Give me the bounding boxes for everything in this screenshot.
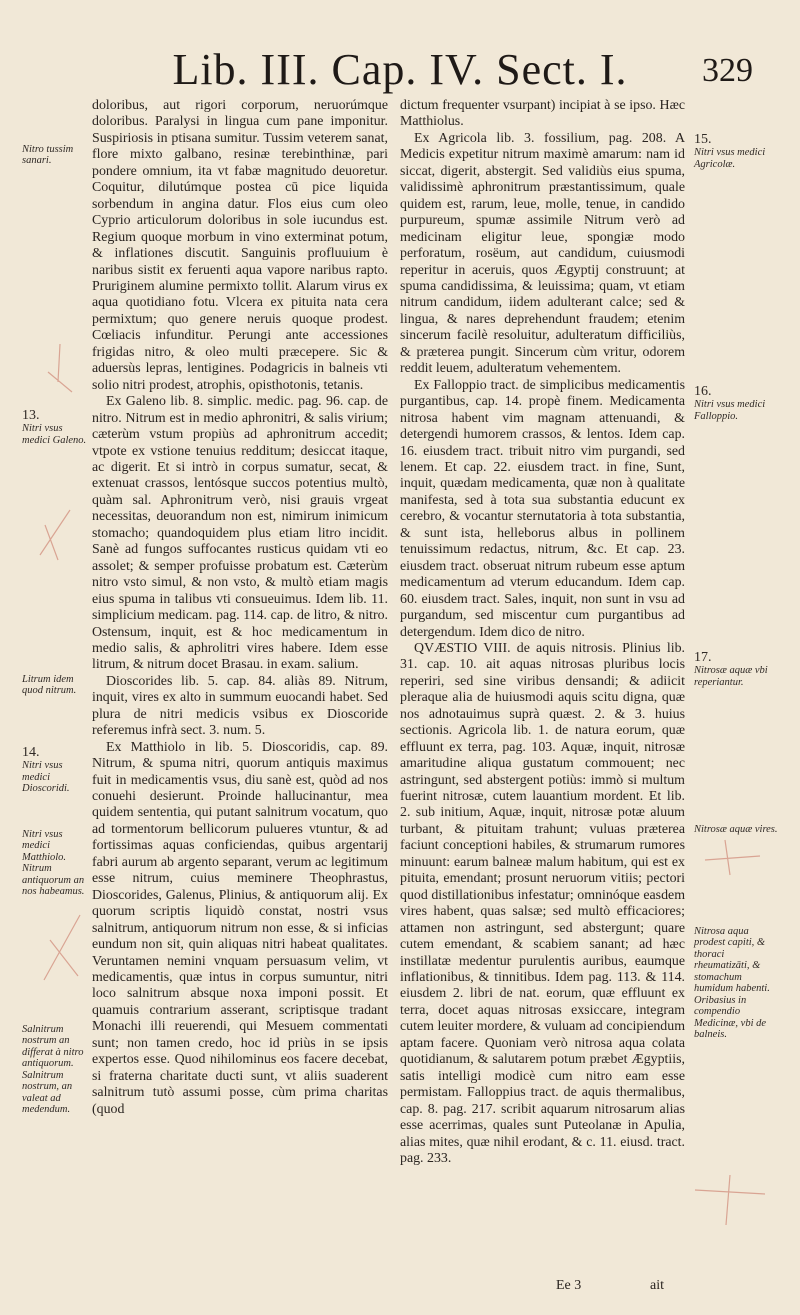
pen-stroke-mark <box>690 1170 770 1230</box>
pen-stroke-mark <box>30 505 80 565</box>
margin-note: Nitro tussim sanari. <box>22 143 74 166</box>
paragraph: Ex Galeno lib. 8. simplic. medic. pag. 96. cap. de nitro. Nitrum est in medio aphronitri, & salis virium; cæterùm vstum propiùs ad aphronitrum accedit; vtpote ex vstione tenuius redditum; desiccat itaque, ac digerit. Et si intrò in corpus sumatur, secat, & extenuat crassos, lentósque succos potentius multò, quàm sal. Aphronitrum verò, nisi grauis vrgeat necessitas, deuorandum non est, nimirum inimicum stomacho; quandoquidem plus etiam litro incidit. Sanè ad fungos suffocantes rusticus quidam vti eo assolet; & semper profuisse probatum est. Cæterùm nitro vsto simul, & non vsto, & multò etiam magis eius spuma in talibus vti consueuimus. Idem lib. 11. simplicium medicam. pag. 114. cap. de litro, & nitro. Ostensum, inquit, est & hoc medicamentum in medio salis, & aphrolitri vires habere. Idem esse litrum, & nitrum docet Brasau. in exam. salium. <box>92 394 388 673</box>
margin-note: 15. Nitri vsus medici Agricolæ. <box>694 131 766 170</box>
margin-note: Nitrosa aqua prodest capiti, & thoraci rheumatizāti, & stomachum humidum habenti. Oribasius in compendio Medicinæ, vbi de balneis. <box>694 925 770 1040</box>
catchword: ait <box>650 1278 664 1293</box>
margin-note: 14. Nitri vsus medici Dioscoridi. <box>22 744 70 794</box>
margin-note: Litrum idem quod nitrum. <box>22 673 77 696</box>
paragraph: dictum frequenter vsurpant) incipiat à se ipso. Hæc Matthiolus. <box>400 98 685 130</box>
margin-note: Nitri vsus medici Matthiolo. Nitrum antiquorum an nos habeamus. <box>22 828 85 897</box>
paragraph: Ex Matthiolo in lib. 5. Dioscoridis, cap. 89. Nitrum, & spuma nitri, quorum antiquis maximus fuit in medicamentis vsus, diu sanè est, quòd ad nos conuehi desierunt. Proinde hallucinantur, mea quidem sententia, qui putant salnitrum vocatum, quo ad tormentorum bellicorum pulueres vtuntur, & ad fortissimas aquas conficiendas, quibus argentarij fabri aurum ab argento separant, verum ac legitimum esse nitrum, cuius meminere Theophrastus, Dioscorides, Galenus, Plinius, & antiquorum alij. Ex quorum scriptis liquidò constat, nostri vsus salnitrum, antiquorum nitrum non esse, & si inficias eundum non sit, quin aliquas nitri habeat qualitates. Veruntamen nemini vnquam persuasum velim, vt medicamentis, quæ intus in corpus sumuntur, nitri loco salnitrum absque noxa imponi possit. Et quamuis contrarium asserant, scriptisque tradant Monachi illi reuerendi, qui Mesuem commentati sunt; non tamen credo, hoc id priùs in se ipsis expertos esse. Quod nihilominus eos facere decebat, si fraterna charitate ducti sunt, vt aliis suaderent salnitrum tutò assumi posse, cùm prima charitas (quod <box>92 739 388 1117</box>
margin-note: Nitrosæ aquæ vires. <box>694 823 778 835</box>
running-head: Lib. III. Cap. IV. Sect. I. <box>172 45 628 94</box>
left-column <box>92 98 388 1268</box>
margin-note: 13. Nitri vsus medici Galeno. <box>22 407 87 446</box>
paragraph: Ex Agricola lib. 3. fossilium, pag. 208. A Medicis expetitur nitrum maximè amarum: nam id siccat, digerit, abstergit. Sed validiùs eius spuma, validissimè aphronitrum præstantissimum, quale quidem est, rarum, leue, molle, tenue, in candido purpureum, spumæ assimile Nitrum verò ad medicinam eligitur leue, spongiæ modo perforatum, rosëum, aut candidum, cuiusmodi reperitur in aceruis, quos Ægyptij construunt; at spuma candidissima, & leuissima; quam, vt etiam nitrum candidum, iidem adulterant calce; sed & lingua, & nares deprehendunt fraudem; etenim sincerum facilè resoluitur, adulteratum difficiliùs, & præterea pungit. Sincerum cùm vritur, odorem reddit leuem, adulteratum vehementem. <box>400 130 685 377</box>
right-column <box>400 98 685 1268</box>
margin-note: 16. Nitri vsus medici Falloppio. <box>694 383 766 422</box>
signature-mark: Ee 3 <box>556 1278 582 1293</box>
paragraph: Dioscorides lib. 5. cap. 84. aliàs 89. Nitrum, inquit, vires ex alto in summum euocandi habet. Sed plura de nitri medicis vsibus ex Dioscoride referemus infrà sect. 3. num. 5. <box>92 673 388 739</box>
paragraph: doloribus, aut rigori corporum, neruorúmque doloribus. Paralysi in lingua cum pane imponitur. Suspiriosis in ptisana sumitur. Tussim veterem sanat, flore mixto galbano, resinæ terebinthinæ, pari pondere omnium, ita vt fabæ magnitudo deuoretur. Coquitur, dilutúmque postea cū pice liquida sorbendum in angina datur. Flos eius cum oleo Cyprio articulorum doloribus in sole iucundus est. Regium quoque morbum in vino exterminat potum, & inflationes discutit. Sanguinis profluuium è naribus sistit ex feruenti aqua vapore naribus rapto. Pruriginem alumine permixto tollit. Alarum virus ex aqua quotidiano fotu. Vlcera ex pituita nata cera permixtum; quo genere neruis quoque prodest. Cœliacis infunditur. Perungi ante accessiones frigidas nitro, & oleo multi præcepere. Sic & aduersùs lepras, lentigines. Podagricis in balneis vti solio nitri prodest, atrophis, opisthotonis, tetanis. <box>92 98 388 393</box>
margin-note: 17. Nitrosæ aquæ vbi reperiantur. <box>694 649 768 688</box>
margin-note: Salnitrum nostrum an differat à nitro antiquorum. Salnitrum nostrum, an valeat ad medendum. <box>22 1023 84 1115</box>
pen-stroke-mark <box>700 830 770 880</box>
page-number: 329 <box>702 52 753 89</box>
pen-stroke-mark <box>30 910 90 990</box>
paragraph: QVÆSTIO VIII. de aquis nitrosis. Plinius lib. 31. cap. 10. ait aquas nitrosas pluribus locis reperiri, sed sine viribus densandi; & adiicit pleraque alia de huiusmodi aquis scitu digna, quæ nos adnotauimus suprà quæst. 2. & 3. huius sectionis. Agricola lib. 1. de natura eorum, quæ effluunt ex terra, pag. 103. Aquæ, inquit, nitrosæ amaritudine aliqua gustatum commouent; nec astringunt, sed abstergent potiùs: immò si multum fuerint nitrosæ, cutem lauantium mordent. Et lib. 2. sub initium, Aquæ, inquit, nitrosæ potæ aluum turbant, & pituitam trahunt; vuluas præterea faciunt conceptioni habiles, & strumarum rumores minuunt: earum balneæ malum habitum, qui est ex pituita, emendant; prosunt neruorum vitiis; pectori quod distillationibus infestatur; omninóque easdem vires habent, quas salsæ; sed multò efficaciores; attamen non astringunt, sed abstergunt; quare cutem emendant, & scabiem sanant; ad hæc instillatæ medentur purulentis auribus, eaumque inflationibus, & tinnitibus. Idem pag. 113. & 114. eiusdem 2. libri de nat. eorum, quæ effluunt ex terra, docet aquas nitrosas exsiccare, integram cutem leuiter mordere, & vuluam ad concipiendum aptam facere. Quoniam verò nitrosa aqua colata quotidianum, & salutarem potum præbet Ægyptiis, satis intelligi modicè cum nitro eam esse permistam. Falloppius tract. de aquis thermalibus, cap. 8. pag. 217. scribit aquarum nitrosarum alias esse acerrimas, quales sunt Puteolanæ in Apulia, alias mites, quæ nihil erodant, & c. 11. eiusd. tract. pag. 233. <box>400 640 685 1166</box>
paragraph: Ex Falloppio tract. de simplicibus medicamentis purgantibus, cap. 14. propè finem. Medicamenta nitrosa habent vim magnam attenuandi, & detergendi humorem crassos, & lentos. Idem cap. 16. eiusdem tract. tribuit nitro vim purgandi, sed lenem. Et cap. 22. eiusdem tract. in fine, Sunt, inquit, quædam medicamenta, quæ non à qualitate manifesta, sed à tota sua substantia educunt ex cerebro, & vocantur sternutatoria à tota substantia, & sunt ista, helleborus albus in pollinem tenuissimum redactus, nitrum, &c. Et cap. 23. eiusdem tract. obseruat nitrum rubeum esse aptum medicamentum ad vterum educandum. Idem cap. 60. eiusdem tract. Sales, inquit, non sunt in vsu ad purgandum, sed miscentur cum purgantibus ad detergendum. Idem dico de nitro. <box>400 377 685 640</box>
pen-stroke-mark <box>38 342 78 402</box>
